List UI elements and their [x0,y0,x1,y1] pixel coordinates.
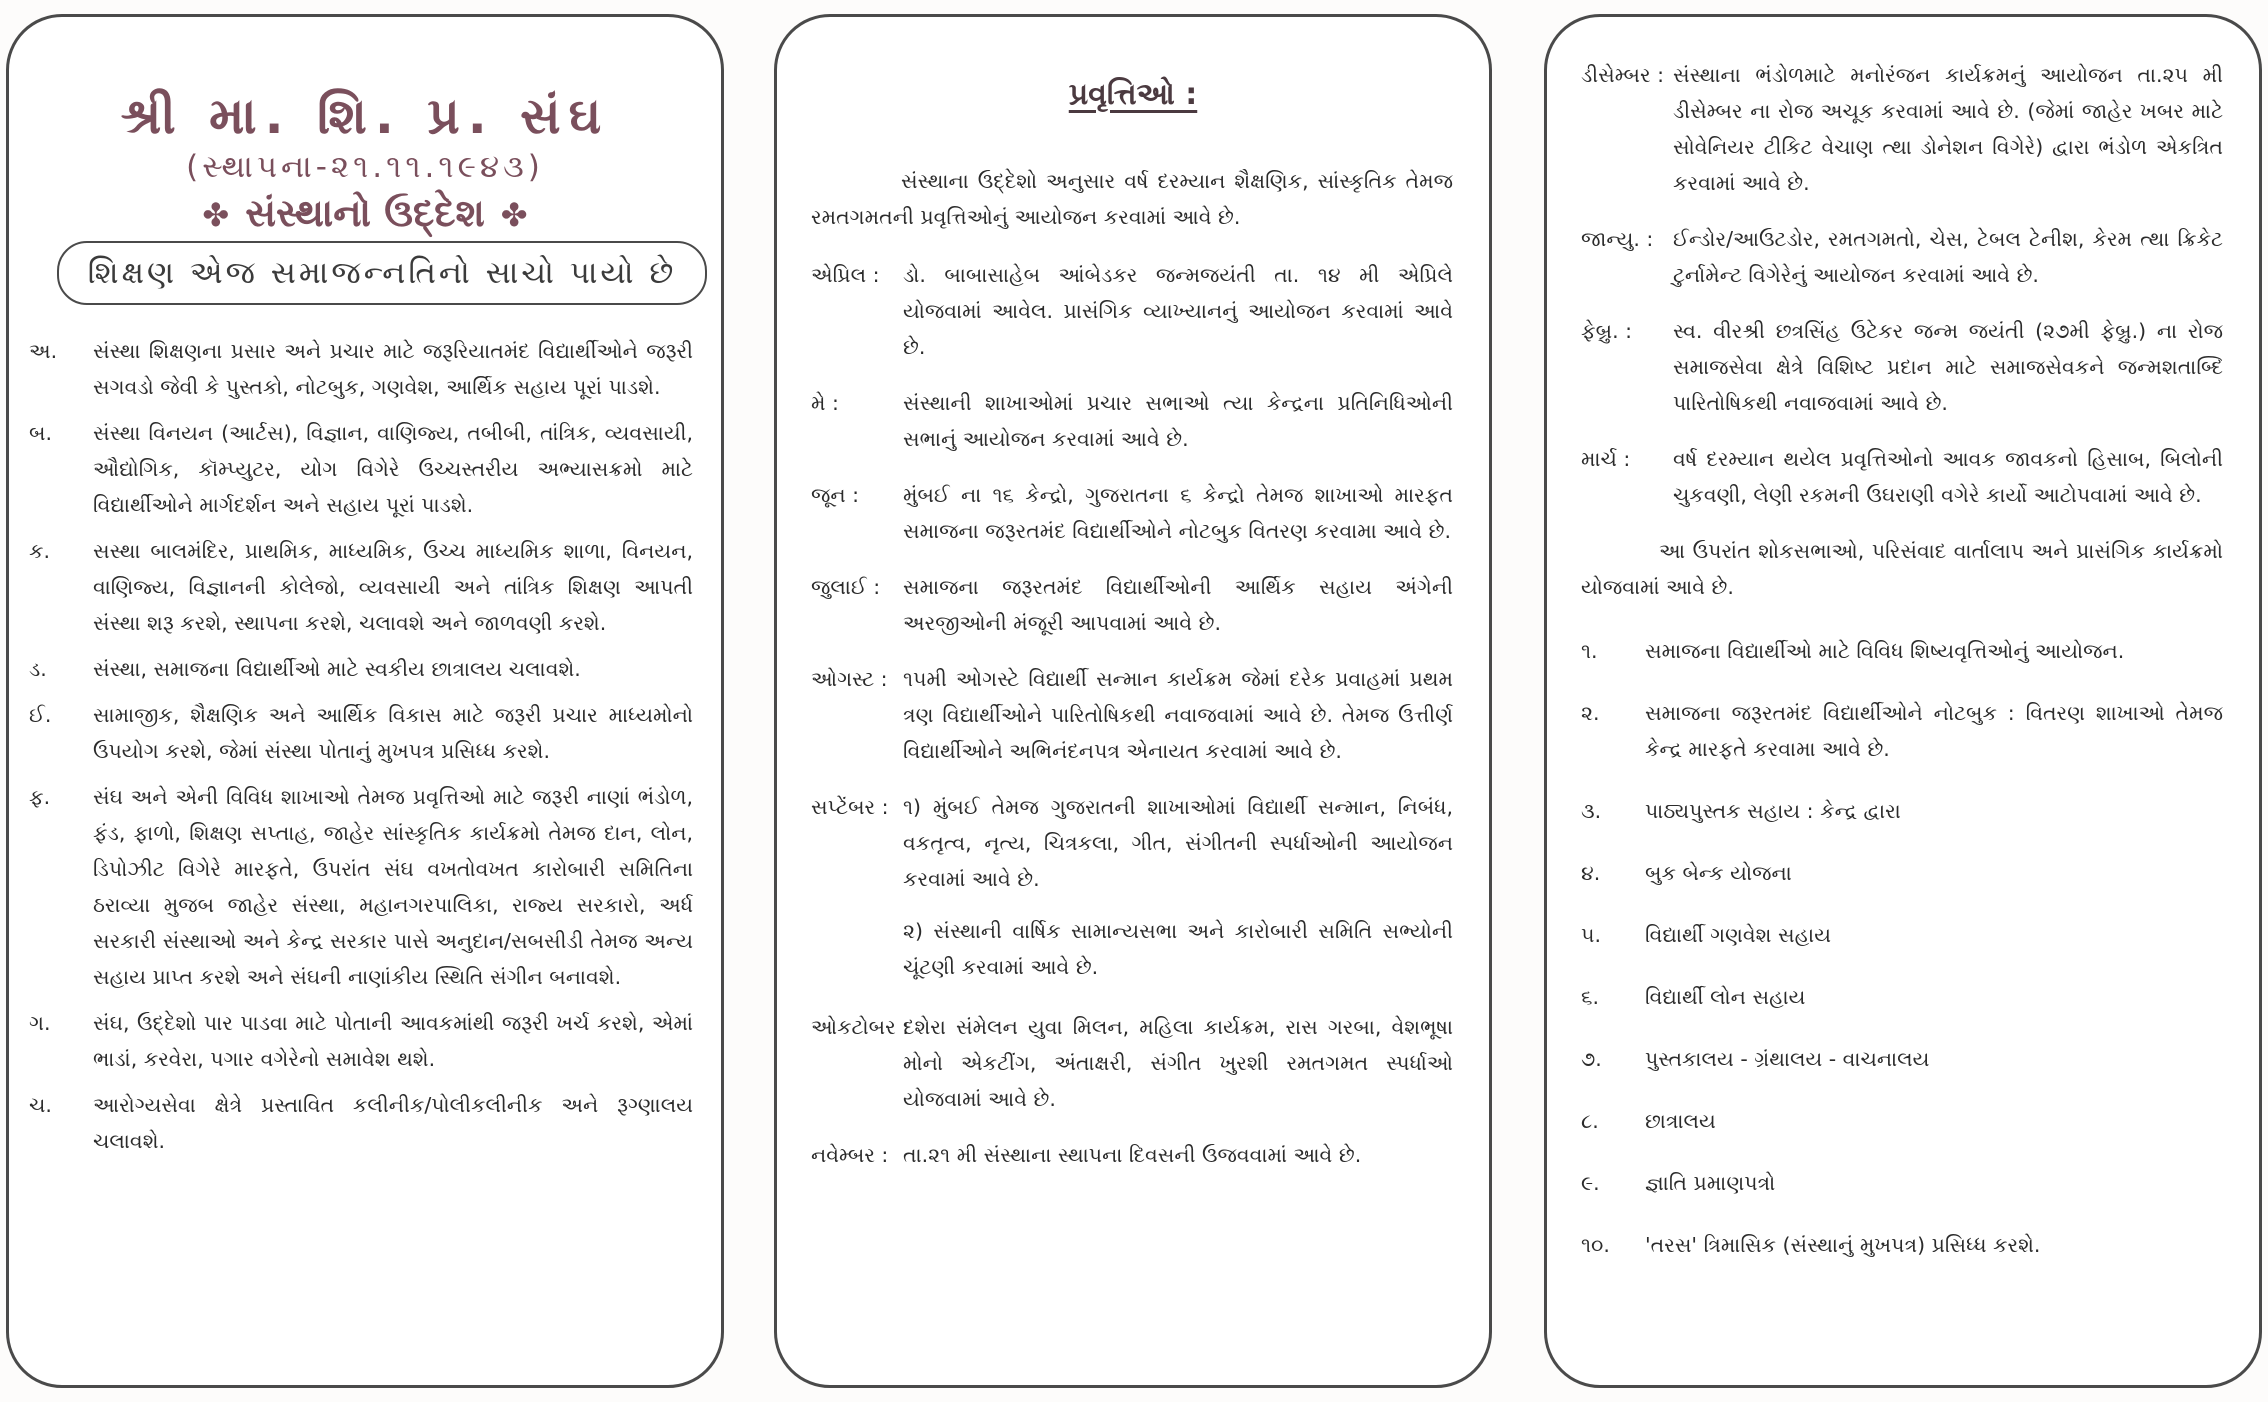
month-label: ફેબ્રુ. : [1581,319,1633,343]
month-label: ડીસેમ્બર : [1581,63,1665,87]
month-text: તા.૨૧ મી સંસ્થાના સ્થાપના દિવસની ઉજવવામાં આવે છે. [903,1143,1362,1167]
motto-box: શિક્ષણ એજ સમાજન્નતિનો સાચો પાયો છે [57,241,707,305]
service-item [1581,793,2223,829]
aim-item [29,1005,693,1077]
month-text: ૧) મુંબઈ તેમજ ગુજરાતની શાખાઓમાં વિદ્યાર્થી સન્માન, નિબંધ, વકતૃત્વ, નૃત્ય, ચિત્રકલા, ગીત, સંગીતની સ્પર્ધાઓની આયોજન કરવામાં આવે છે. [903,795,1453,891]
additional-activities: આ ઉપરાંત શોકસભાઓ, પરિસંવાદ વાર્તાલાપ અને પ્રાસંગિક કાર્યક્રમો યોજવામાં આવે છે. [1581,539,2223,599]
service-text: છાત્રાલય [1645,1109,1716,1133]
service-text: પાઠ્યપુસ્તક સહાય : કેન્દ્ર દ્વારા [1645,799,1901,823]
aim-text: સંસ્થા શિક્ષણના પ્રસાર અને પ્રચાર માટે જરૂરિયાતમંદ વિદ્યાર્થીઓને જરૂરી સગવડો જેવી કે પુસ્તકો, નોટબુક, ગણવેશ, આર્થિક સહાય પૂરાં પાડશે. [93,339,693,399]
service-marker: ૩. [1581,799,1602,823]
aim-marker: ડ. [29,657,47,681]
aim-text: સંઘ અને એની વિવિધ શાખાઓ તેમજ પ્રવૃત્તિઓ માટે જરૂરી નાણાં ભંડોળ, ફંડ, ફાળો, શિક્ષણ સપ્તાહ, જાહેર સાંસ્કૃતિક કાર્યક્રમો તેમજ દાન, લોન, ડિપોઝીટ વિગેરે મારફતે, ઉપરાંત સંઘ વખતોવખત કારોબારી સમિતિના ઠરાવ્યા મુજબ જાહેર સંસ્થા, મહાનગરપાલિકા, રાજ્ય સરકારો, અર્ધ સરકારી સંસ્થાઓ અને કેન્દ્ર સરકાર પાસે અનુદાન/સબસીડી તેમજ અન્ય સહાય પ્રાપ્ત કરશે અને સંઘની નાણાંકીય સ્થિતિ સંગીન બનાવશે. [93,785,693,989]
panel-activities [774,14,1492,1388]
service-marker: ૫. [1581,923,1601,947]
service-text: પુસ્તકાલય - ગ્રંથાલય - વાચનાલય [1645,1047,1930,1071]
activities-heading-text: પ્રવૃત્તિઓ : [1068,77,1198,112]
month-text: વર્ષ દરમ્યાન થયેલ પ્રવૃત્તિઓનો આવક જાવકનો હિસાબ, બિલોની ચુકવણી, લેણી રકમની ઉઘરાણી વગેરે કાર્યો આટોપવામાં આવે છે. [1673,447,2223,507]
aim-text: સંઘ, ઉદ્દેશો પાર પાડવા માટે પોતાની આવકમાંથી જરૂરી ખર્ચ કરશે, એમાં ભાડાં, કરવેરા, પગાર વગેરેનો સમાવેશ થશે. [93,1011,693,1071]
aim-item [29,651,693,687]
aim-item [29,697,693,769]
month-entry [1581,313,2223,421]
aim-marker: ઈ. [29,703,52,727]
month-text: ૧૫મી ઓગસ્ટે વિદ્યાર્થી સન્માન કાર્યક્રમ જેમાં દરેક પ્રવાહમાં પ્રથમ ત્રણ વિદ્યાર્થીઓને પારિતોષિકથી નવાજવામાં આવે છે. તેમજ ઉત્તીર્ણ વિદ્યાર્થીઓને અભિનંદનપત્ર એનાયત કરવામાં આવે છે. [903,667,1453,763]
service-marker: ૨. [1581,701,1600,725]
service-item [1581,695,2223,767]
month-label: જૂન : [811,483,860,507]
aim-text: સંસ્થા, સમાજના વિદ્યાર્થીઓ માટે સ્વકીય છાત્રાલય ચલાવશે. [93,657,581,681]
aim-marker: ગ. [29,1011,51,1035]
activities-month-list-2 [1547,57,2259,1289]
service-item [1581,633,2223,669]
aim-item [29,333,693,405]
service-text: વિદ્યાર્થી લોન સહાય [1645,985,1806,1009]
aim-text: સંસ્થા વિનયન (આર્ટસ), વિજ્ઞાન, વાણિજ્ય, તબીબી, તાંત્રિક, વ્યવસાયી, ઔદ્યોગિક, કૉમ્પ્યુટર, યોગ વિગેરે ઉચ્ચસ્તરીય અભ્યાસક્રમો માટે વિદ્યાર્થીઓને માર્ગદર્શન અને સહાય પૂરાં પાડશે. [93,421,693,517]
aim-text: આરોગ્યસેવા ક્ષેત્રે પ્રસ્તાવિત કલીનીક/પોલીકલીનીક અને રૂગ્ણાલય ચલાવશે. [93,1093,693,1153]
september-extra: ૨) સંસ્થાની વાર્ષિક સામાન્યસભા અને કારોબારી સમિતિ સભ્યોની ચૂંટણી કરવામાં આવે છે. [903,919,1453,979]
service-marker: ૧૦. [1581,1233,1610,1257]
aim-marker: બ. [29,421,52,445]
month-text: ડો. બાબાસાહેબ આંબેડકર જન્મજયંતી તા. ૧૪ મી એપ્રિલે યોજવામાં આવેલ. પ્રાસંગિક વ્યાખ્યાનનું આયોજન કરવામાં આવે છે. [903,263,1453,359]
month-label: એપ્રિલ : [811,263,880,287]
service-marker: ૮. [1581,1109,1599,1133]
services-list [1581,633,2223,1263]
service-marker: ૭. [1581,1047,1602,1071]
aim-item [29,1087,693,1159]
month-entry [811,1009,1453,1117]
flower-icon: ✤ [500,196,528,234]
activities-intro: સંસ્થાના ઉદ્દેશો અનુસાર વર્ષ દરમ્યાન શૈક્ષણિક, સાંસ્કૃતિક તેમજ રમતગમતની પ્રવૃત્તિઓનું આયોજન કરવામાં આવે છે. [811,169,1453,229]
aim-text: સામાજીક, શૈક્ષણિક અને આર્થિક વિકાસ માટે જરૂરી પ્રચાર માધ્યમોનો ઉપયોગ કરશે, જેમાં સંસ્થા પોતાનું મુખપત્ર પ્રસિધ્ધ કરશે. [93,703,693,763]
month-label: મે : [811,391,839,415]
service-text: સમાજના જરૂરતમંદ વિદ્યાર્થીઓને નોટબુક : વિતરણ શાખાઓ તેમજ કેન્દ્ર મારફતે કરવામા આવે છે. [1645,701,2223,761]
month-label: માર્ચ : [1581,447,1631,471]
service-text: સમાજના વિદ્યાર્થીઓ માટે વિવિધ શિષ્યવૃત્તિઓનું આયોજન. [1645,639,2125,663]
month-entry [1581,221,2223,293]
month-label: ઓગસ્ટ : [811,667,888,691]
aim-marker: ચ. [29,1093,52,1117]
aim-marker: અ. [29,339,58,363]
aim-item [29,415,693,523]
flower-icon: ✤ [202,196,230,234]
month-text: દશેરા સંમેલન યુવા મિલન, મહિલા કાર્યક્રમ, રાસ ગરબા, વેશભૂષા મોનો એકટીંગ, અંતાક્ષરી, સંગીત ખુરશી રમતગમત સ્પર્ધાઓ યોજવામાં આવે છે. [903,1015,1453,1111]
aim-text: સસ્થા બાલમંદિર, પ્રાથમિક, માધ્યમિક, ઉચ્ચ માધ્યમિક શાળા, વિનયન, વાણિજ્ય, વિજ્ઞાનની કોલેજો, વ્યવસાયી અને તાંત્રિક શિક્ષણ આપતી સંસ્થા શરૂ કરશે, સ્થાપના કરશે, ચલાવશે અને જાળવણી કરશે. [93,539,693,635]
month-label: ઓકટોબર : [811,1015,910,1039]
service-marker: ૯. [1581,1171,1600,1195]
month-text: સ્વ. વીરશ્રી છત્રસિંહ ઉટેકર જન્મ જયંતી (૨૭મી ફેબ્રુ.) ના રોજ સમાજસેવા ક્ષેત્રે વિશિષ્ટ પ્રદાન માટે સમાજસેવકને જન્મશતાબ્દિ પારિતોષિકથી નવાજવામાં આવે છે. [1673,319,2223,415]
month-label: સપ્ટેંબર : [811,795,889,819]
service-marker: ૧. [1581,639,1598,663]
month-entry [811,385,1453,457]
month-label: જુલાઈ : [811,575,881,599]
service-text: બુક બેન્ક યોજના [1645,861,1792,885]
month-entry [811,789,1453,897]
service-text: જ્ઞાતિ પ્રમાણપત્રો [1645,1171,1776,1195]
activities-month-list [777,257,1489,1193]
service-item [1581,1041,2223,1077]
aim-item [29,533,693,641]
service-text: વિદ્યાર્થી ગણવેશ સહાય [1645,923,1831,947]
month-text: મુંબઈ ના ૧૬ કેન્દ્રો, ગુજરાતના ૬ કેન્દ્રો તેમજ શાખાઓ મારફત સમાજના જરૂરતમંદ વિદ્યાર્થીઓને નોટબુક વિતરણ કરવામા આવે છે. [903,483,1453,543]
month-text: સંસ્થાના ભંડોળમાટે મનોરંજન કાર્યક્રમનું આયોજન તા.૨૫ મી ડીસેમ્બર ના રોજ અચૂક કરવામાં આવે છે. (જેમાં જાહેર ખબર માટે સોવેનિયર ટીકિટ વેચાણ ત્થા ડોનેશન વિગેરે) દ્વારા ભંડોળ એકત્રિત કરવામાં આવે છે. [1673,63,2223,195]
panel-activities-continued [1544,14,2262,1388]
org-title: શ્રી મા. શિ. પ્ર. સંઘ [120,87,610,145]
month-entry [811,1137,1453,1173]
month-entry [811,477,1453,549]
service-item [1581,1165,2223,1201]
service-marker: ૬. [1581,985,1599,1009]
service-item [1581,855,2223,891]
month-text: સંસ્થાની શાખાઓમાં પ્રચાર સભાઓ ત્યા કેન્દ્રના પ્રતિનિધિઓની સભાનું આયોજન કરવામાં આવે છે. [903,391,1453,451]
activities-heading [777,77,1489,112]
service-item [1581,979,2223,1015]
month-entry [811,661,1453,769]
founded-date: (સ્થાપના-૨૧.૧૧.૧૯૪૩) [186,149,544,185]
aim-marker: ક. [29,539,50,563]
month-entry [811,569,1453,641]
service-item [1581,1103,2223,1139]
aims-list [9,333,721,1169]
aim-heading-text: સંસ્થાનો ઉદ્દેશ [245,191,485,235]
month-text: સમાજના જરૂરતમંદ વિદ્યાર્થીઓની આર્થિક સહાય અંગેની અરજીઓની મંજૂરી આપવામાં આવે છે. [903,575,1453,635]
month-entry [1581,57,2223,201]
service-item [1581,917,2223,953]
aim-item [29,779,693,995]
service-text: 'તરસ' ત્રિમાસિક (સંસ્થાનું મુખપત્ર) પ્રસિધ્ધ કરશે. [1645,1233,2041,1257]
aim-marker: ફ. [29,785,51,809]
service-marker: ૪. [1581,861,1601,885]
aim-heading [9,191,721,236]
month-label: જાન્યુ. : [1581,227,1654,251]
service-item [1581,1227,2223,1263]
month-text: ઈન્ડોર/આઉટડોર, રમતગમતો, ચેસ, ટેબલ ટેનીશ, કેરમ ત્થા ક્રિકેટ ટુર્નામેન્ટ વિગેરેનું આયોજન કરવામાં આવે છે. [1673,227,2223,287]
panel-aims [6,14,724,1388]
month-entry [1581,441,2223,513]
month-entry [811,257,1453,365]
month-label: નવેમ્બર : [811,1143,889,1167]
